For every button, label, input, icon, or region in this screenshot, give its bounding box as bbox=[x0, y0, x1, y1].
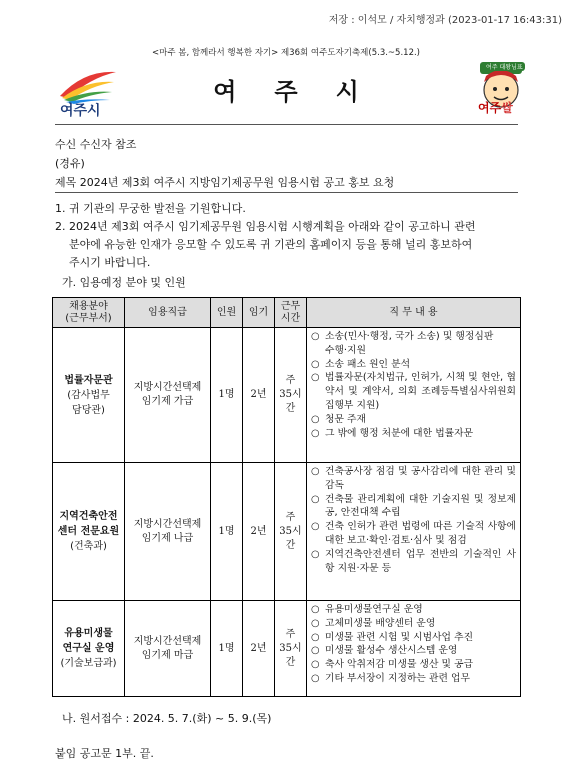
list-item bbox=[311, 520, 516, 548]
list-item bbox=[311, 413, 516, 427]
bullet-icon: ○ bbox=[311, 548, 320, 560]
duties-list bbox=[307, 328, 520, 441]
recruitment-table bbox=[52, 297, 521, 697]
dept-line: (기술보급과) bbox=[60, 658, 117, 669]
field-cell bbox=[53, 328, 125, 463]
duty-text: 청문 주재 bbox=[325, 413, 366, 425]
bullet-icon: ○ bbox=[311, 645, 320, 657]
hours-cell bbox=[275, 463, 307, 601]
duty-text: 미생물 활성수 생산시스템 운영 bbox=[325, 645, 458, 657]
list-item bbox=[311, 427, 516, 441]
duty-text: 수행·지원 bbox=[325, 344, 366, 356]
paragraph-2-line-2: 분야에 유능한 인재가 응모할 수 있도록 귀 기관의 홈페이지 등을 통해 널리 홍보하여 bbox=[69, 238, 473, 251]
festival-slogan: <마주 봄, 함께라서 행복한 자기> 제36회 여주도자기축제(5.3.~5.12.) bbox=[151, 48, 420, 58]
section-b-application-period: 나. 원서접수 : 2024. 5. 7.(화) ~ 5. 9.(목) bbox=[62, 712, 272, 725]
duties-cell bbox=[307, 463, 521, 601]
grade-line-2: 임기제 나급 bbox=[141, 532, 194, 544]
rice-brand-text bbox=[478, 99, 513, 116]
bullet-icon: ○ bbox=[311, 617, 320, 629]
grade-cell bbox=[125, 328, 211, 463]
paragraph-1: 1. 귀 기관의 무궁한 발전을 기원합니다. bbox=[55, 202, 246, 215]
list-item bbox=[311, 658, 516, 672]
duty-text: 미생물 관련 시험 및 시범사업 추진 bbox=[325, 631, 474, 643]
grade-line-1: 지방시간선택제 bbox=[133, 635, 202, 647]
duty-text: 건축공사장 점검 및 공사감리에 대한 관리 및 감독 bbox=[325, 466, 516, 491]
section-a-title: 가. 임용예정 분야 및 인원 bbox=[62, 276, 186, 289]
duties-list bbox=[307, 463, 520, 576]
grade-cell bbox=[125, 463, 211, 601]
duty-text: 그 밖에 행정 처분에 대한 법률자문 bbox=[325, 427, 474, 439]
term-cell: 2년 bbox=[243, 328, 275, 463]
attachment-line: 붙임 공고문 1부. 끝. bbox=[55, 747, 154, 760]
term-cell: 2년 bbox=[243, 601, 275, 697]
list-item bbox=[311, 631, 516, 645]
header-field-sub: (근무부서) bbox=[65, 312, 112, 324]
field-name-line-2: 센터 전문요원 bbox=[57, 526, 120, 537]
bullet-icon: ○ bbox=[311, 466, 320, 477]
rice-brand-name: 여주 bbox=[478, 101, 502, 115]
dept-line: (건축과) bbox=[70, 541, 107, 552]
grade-line-1: 지방시간선택제 bbox=[133, 518, 202, 530]
recipient-line: 수신 수신자 참조 bbox=[55, 138, 137, 151]
hours-line-3: 간 bbox=[285, 539, 296, 551]
table-row bbox=[53, 328, 521, 463]
list-item bbox=[311, 548, 516, 576]
field-cell bbox=[53, 463, 125, 601]
field-name-line-1: 지역건축안전 bbox=[59, 511, 118, 522]
list-item bbox=[311, 493, 516, 521]
bullet-icon: ○ bbox=[311, 631, 320, 643]
hours-line-2: 35시 bbox=[279, 642, 302, 654]
paragraph-2-line-1: 2. 2024년 제3회 여주시 임기제공무원 임용시험 시행계획을 아래와 같이 공고하니 관련 bbox=[55, 220, 476, 233]
rice-brand-accent: 쌀 bbox=[501, 101, 513, 115]
count-cell: 1명 bbox=[211, 328, 243, 463]
hours-line-3: 간 bbox=[285, 403, 296, 414]
list-item bbox=[311, 644, 516, 658]
city-logo-text: 여주시 bbox=[60, 103, 101, 119]
table-row bbox=[53, 463, 521, 601]
list-item bbox=[311, 344, 516, 358]
subject-line: 제목 2024년 제3회 여주시 지방임기제공무원 임용시험 공고 홍보 요청 bbox=[55, 176, 395, 189]
subject-divider bbox=[55, 192, 518, 193]
header-hours-sub: 시간 bbox=[280, 312, 301, 324]
grade-line-2: 임기제 가급 bbox=[141, 396, 194, 407]
grade-line-1: 지방시간선택제 bbox=[133, 382, 202, 393]
hours-cell bbox=[275, 601, 307, 697]
list-item bbox=[311, 603, 516, 617]
duty-text: 유용미생물연구실 운영 bbox=[325, 604, 423, 615]
duty-text: 축사 악취저감 미생물 생산 및 공급 bbox=[325, 659, 474, 671]
dept-line-1: (감사법무 bbox=[67, 389, 110, 401]
duty-text: 법률자문(자치법규, 인허가, 시책 및 현안, 협약서 및 계약서, 의회 조례등특별심사위원회 집행부 지원) bbox=[325, 372, 516, 411]
list-item bbox=[311, 672, 516, 686]
bullet-icon: ○ bbox=[311, 331, 320, 342]
duties-cell bbox=[307, 328, 521, 463]
list-item bbox=[311, 358, 516, 372]
duty-text: 고체미생물 배양센터 운영 bbox=[325, 617, 436, 629]
bullet-icon: ○ bbox=[311, 672, 320, 684]
header-grade: 임용직급 bbox=[125, 298, 211, 328]
hours-line-1: 주 bbox=[285, 511, 296, 523]
table-header-row bbox=[53, 298, 521, 328]
document-meta: 저장 : 이석모 / 자치행정과 (2023-01-17 16:43:31) bbox=[328, 15, 562, 26]
duty-text: 소송(민사·행정, 국가 소송) 및 행정심판 bbox=[325, 331, 494, 342]
grade-cell bbox=[125, 601, 211, 697]
term-cell: 2년 bbox=[243, 463, 275, 601]
bullet-icon: ○ bbox=[311, 493, 320, 505]
duty-text: 건축 인허가 관련 법령에 따른 기술적 사항에 대한 보고·확인·검토·심사 및 점검 bbox=[325, 521, 516, 546]
field-name: 법률자문관 bbox=[64, 374, 113, 386]
hours-cell bbox=[275, 328, 307, 463]
header-duties: 직 무 내 용 bbox=[307, 298, 521, 328]
dept-line-2: 담당관) bbox=[72, 404, 105, 416]
count-cell: 1명 bbox=[211, 601, 243, 697]
list-item bbox=[311, 330, 516, 344]
field-name-line-1: 유용미생물 bbox=[64, 628, 113, 639]
bullet-icon: ○ bbox=[311, 604, 320, 615]
hours-line-2: 35시 bbox=[279, 525, 302, 537]
grade-line-2: 임기제 마급 bbox=[141, 649, 194, 661]
field-name-line-2: 연구실 운영 bbox=[62, 643, 115, 654]
hours-line-1: 주 bbox=[285, 375, 296, 386]
bullet-icon: ○ bbox=[311, 372, 320, 384]
duty-text: 건축물 관리계획에 대한 기술지원 및 정보제공, 안전대책 수립 bbox=[325, 493, 516, 519]
hours-line-1: 주 bbox=[285, 628, 296, 640]
paragraph-2-line-3: 주시기 바랍니다. bbox=[69, 256, 151, 269]
header-count: 인원 bbox=[211, 298, 243, 328]
duty-text: 지역건축안전센터 업무 전반의 기술적인 사항 지원·자문 등 bbox=[325, 548, 516, 574]
header-hours-label: 근무 bbox=[280, 300, 301, 312]
list-item bbox=[311, 617, 516, 631]
bullet-icon: ○ bbox=[311, 659, 320, 671]
duties-list bbox=[307, 601, 520, 687]
bullet-icon: ○ bbox=[311, 521, 320, 533]
count-cell: 1명 bbox=[211, 463, 243, 601]
list-item bbox=[311, 465, 516, 493]
mascot-badge: 여주 대왕님표 bbox=[486, 64, 523, 71]
bullet-icon: ○ bbox=[311, 358, 320, 370]
list-item bbox=[311, 371, 516, 412]
bullet-icon: ○ bbox=[311, 427, 320, 439]
table-row bbox=[53, 601, 521, 697]
via-line: (경유) bbox=[55, 157, 85, 170]
header-field-label: 채용분야 bbox=[69, 300, 108, 312]
hours-line-3: 간 bbox=[285, 656, 296, 668]
bullet-icon: ○ bbox=[311, 413, 320, 425]
header-divider bbox=[55, 124, 518, 125]
duties-cell bbox=[307, 601, 521, 697]
duty-text: 기타 부서장이 지정하는 관련 업무 bbox=[325, 672, 470, 684]
header-term: 임기 bbox=[243, 298, 275, 328]
org-title: 여주시 bbox=[213, 78, 397, 106]
header-field bbox=[53, 298, 125, 328]
field-cell bbox=[53, 601, 125, 697]
duty-text: 소송 패소 원인 분석 bbox=[325, 358, 411, 370]
header-hours bbox=[275, 298, 307, 328]
hours-line-2: 35시 bbox=[279, 389, 302, 400]
